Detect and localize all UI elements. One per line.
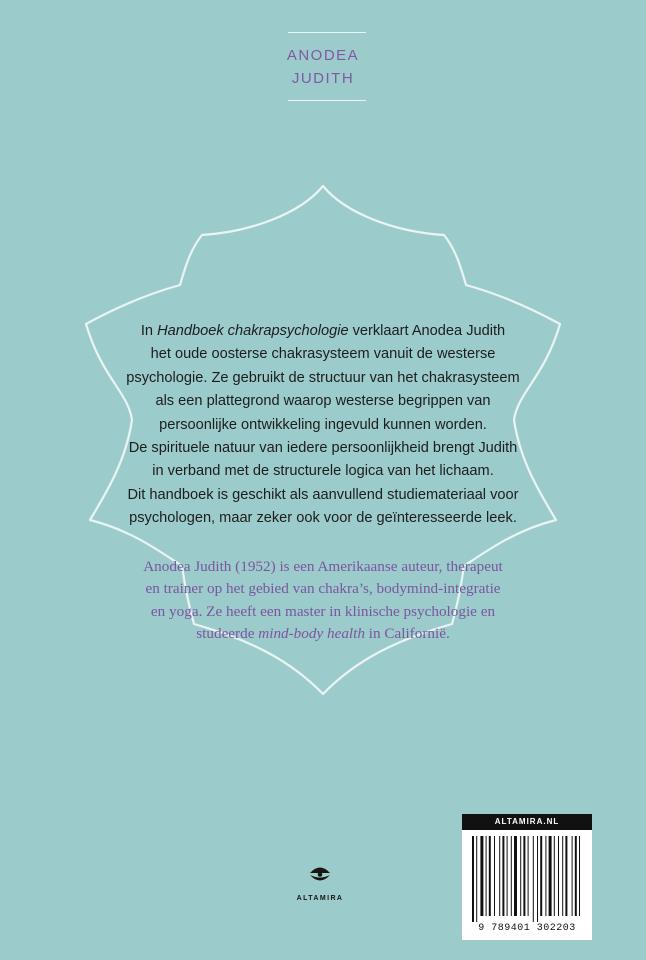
description-line: in verband met de structurele logica van het lichaam.	[152, 463, 494, 480]
barcode-bar	[545, 836, 546, 916]
barcode-bar	[554, 836, 555, 916]
publisher-website: ALTAMIRA.NL	[462, 814, 592, 830]
barcode-bar	[502, 836, 504, 916]
bio-line: en yoga. Ze heeft een master in klinische psychologie en	[150, 602, 496, 620]
bio-italic-term: mind-body health	[258, 625, 365, 643]
isbn-barcode	[462, 830, 592, 926]
description-line: De spirituele natuur van iedere persoonlijkheid brengt Judith	[128, 440, 518, 457]
isbn-number: 9 789401 302203	[478, 923, 576, 934]
barcode-bar	[562, 836, 563, 916]
description-line: Dit handboek is geschikt als aanvullend studiemateriaal voor	[127, 486, 519, 503]
barcode-bar	[499, 836, 500, 916]
barcode-bar	[528, 836, 529, 916]
description-line: psychologen, maar zeker ook voor de geïnteresseerde leek.	[129, 510, 517, 527]
barcode-bar	[572, 836, 573, 916]
barcode-bar	[579, 836, 580, 916]
author-last-name: JUDITH	[291, 70, 355, 87]
barcode-bar	[480, 836, 483, 916]
barcode-bar	[486, 836, 487, 916]
barcode-bar	[476, 836, 477, 922]
barcode-panel	[462, 814, 592, 940]
barcode-bar	[507, 836, 508, 916]
barcode-bar	[549, 836, 552, 916]
barcode-bar	[540, 836, 542, 916]
description-line: als een plattegrond waarop westerse begrippen van	[155, 393, 491, 410]
barcode-bar	[565, 836, 567, 916]
author-bio	[110, 556, 536, 646]
description-line: persoonlijke ontwikkeling ingevuld kunnen worden.	[159, 416, 487, 433]
barcode-bar	[472, 836, 474, 922]
barcode-bar	[520, 836, 521, 916]
author-first-name: ANODEA	[286, 47, 360, 64]
barcode-bar	[523, 836, 525, 916]
description-line: het oude oosterse chakrasysteem vanuit de westerse	[150, 346, 496, 363]
bio-line: studeerde mind-body health in Californië.	[196, 625, 450, 643]
barcode-bar	[514, 836, 517, 916]
barcode-bar	[489, 836, 491, 916]
book-title: Handboek chakrapsychologie	[157, 323, 349, 339]
bio-line: en trainer op het gebied van chakra’s, bodymind-integratie	[145, 580, 501, 598]
barcode-bar	[575, 836, 577, 916]
altamira-eye-icon	[308, 861, 332, 887]
barcode-bar	[537, 836, 538, 922]
barcode-bar	[558, 836, 559, 916]
publisher-name: ALTAMIRA	[296, 895, 344, 902]
barcode-bar	[511, 836, 512, 916]
description-line: psychologie. Ze gebruikt de structuur van het chakrasysteem	[126, 369, 520, 386]
book-description	[120, 320, 526, 531]
bio-line: Anodea Judith (1952) is een Amerikaanse auteur, therapeut	[143, 558, 503, 575]
publisher-logo	[290, 861, 350, 902]
barcode-bar	[533, 836, 534, 922]
barcode-bar	[494, 836, 495, 916]
description-line: In Handboek chakrapsychologie verklaart Anodea Judith	[140, 323, 506, 339]
